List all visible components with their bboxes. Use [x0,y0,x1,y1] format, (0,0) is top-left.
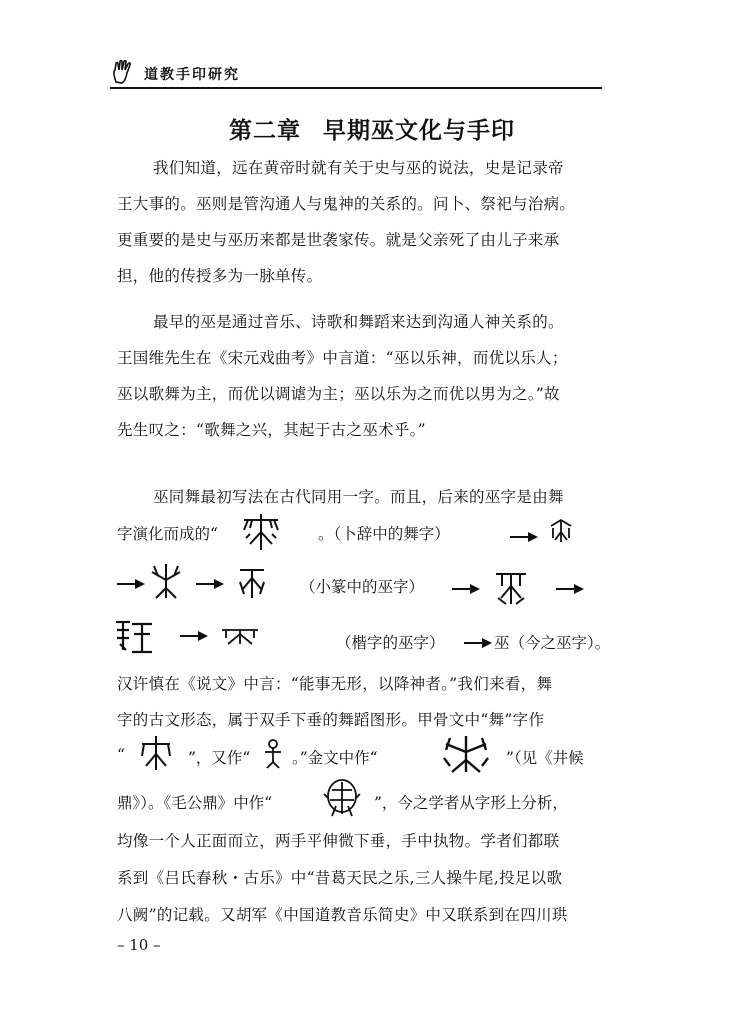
text-segment: ”，又作“ [188,749,251,767]
text-line: 最早的巫是通过音乐、诗歌和舞蹈来达到沟通人神关系的。 [153,313,564,331]
text-line: 均像一个人正面而立，两手平伸微下垂，手中执物。学者们都联 [117,832,560,850]
text-line: 王大事的。巫则是管沟通人与鬼神的关系的。问卜、祭祀与治病。 [117,195,576,213]
text-line: 八阙”的记载。又胡军《中国道教音乐简史》中又联系到在四川珙 [117,906,568,924]
chapter-title [0,112,744,145]
arrow-right-icon [180,630,208,642]
text-line: 担，他的传授多为一脉单传。 [117,267,323,285]
modern-wu-label: 巫（今之巫字）。 [494,634,611,652]
bronze-wu-glyph [220,624,260,646]
text-segment: 鼎》）。《毛公鼎》中作“ [117,794,273,812]
text-line: 巫以歌舞为主，而优以调谑为主；巫以乐为之而优以男为之。”故 [117,385,560,403]
text-line: 字的古文形态，属于双手下垂的舞蹈图形。甲骨文中“舞”字作 [117,711,545,729]
arrow-right-icon [196,578,224,590]
hand-icon [110,60,136,84]
text-line: 系到《吕氏春秋・古乐》中“昔葛天民之乐,三人操牛尾,投足以歌 [117,869,563,887]
arrow-right-icon [510,531,538,543]
text-segment: 。”金文中作“ [292,749,378,767]
arrow-right-icon [556,583,584,595]
header-rule [110,87,602,89]
regular-script-wu-glyph [114,618,154,654]
chapter-name: 早期巫文化与手印 [323,118,515,144]
oracle-wu-variant-glyph [262,738,284,770]
text-line: 巫同舞最初写法在古代同用一字。而且，后来的巫字是由舞 [153,488,564,506]
text-segment: 。（卜辞中的舞字） [318,525,450,543]
header-title: 道教手印研究 [144,67,240,83]
wu-glyph-variant [148,562,184,600]
oracle-bone-wu-glyph [240,512,282,552]
text-line: 汉许慎在《说文》中言：“能事无形，以降神者。”我们来看，舞 [117,675,553,693]
arrow-right-icon [117,578,145,590]
page-number: – 10 – [117,936,161,954]
seal-wu-glyph [492,568,530,606]
oracle-wu-glyph [138,734,174,772]
text-line: 王国维先生在《宋元戏曲考》中言道：“巫以乐神，而优以乐人； [117,349,568,367]
text-segment: ”（见《井候 [506,749,584,767]
text-segment: 字演化而成的“ [117,525,218,543]
maogong-ding-wu-glyph [320,776,364,818]
text-line: 先生叹之：“歌舞之兴，其起于古之巫术乎。” [117,421,426,439]
wu-glyph-variant [548,518,574,544]
regular-script-label: （楷字的巫字） [336,634,445,652]
text-line: 更重要的是史与巫历来都是世袭家传。就是父亲死了由儿子来承 [117,231,560,249]
text-line: 我们知道，远在黄帝时就有关于史与巫的说法，史是记录帝 [153,159,564,177]
arrow-right-icon [452,583,480,595]
chapter-number: 第二章 [229,118,301,144]
text-segment: ”，今之学者从字形上分析， [374,794,568,812]
small-seal-label: （小篆中的巫字） [300,578,425,596]
arrow-right-icon [464,637,492,649]
bronze-inscription-wu-glyph [440,734,492,774]
running-header [110,60,602,88]
text-segment: “ [117,746,125,764]
small-seal-wu-glyph [236,564,268,600]
